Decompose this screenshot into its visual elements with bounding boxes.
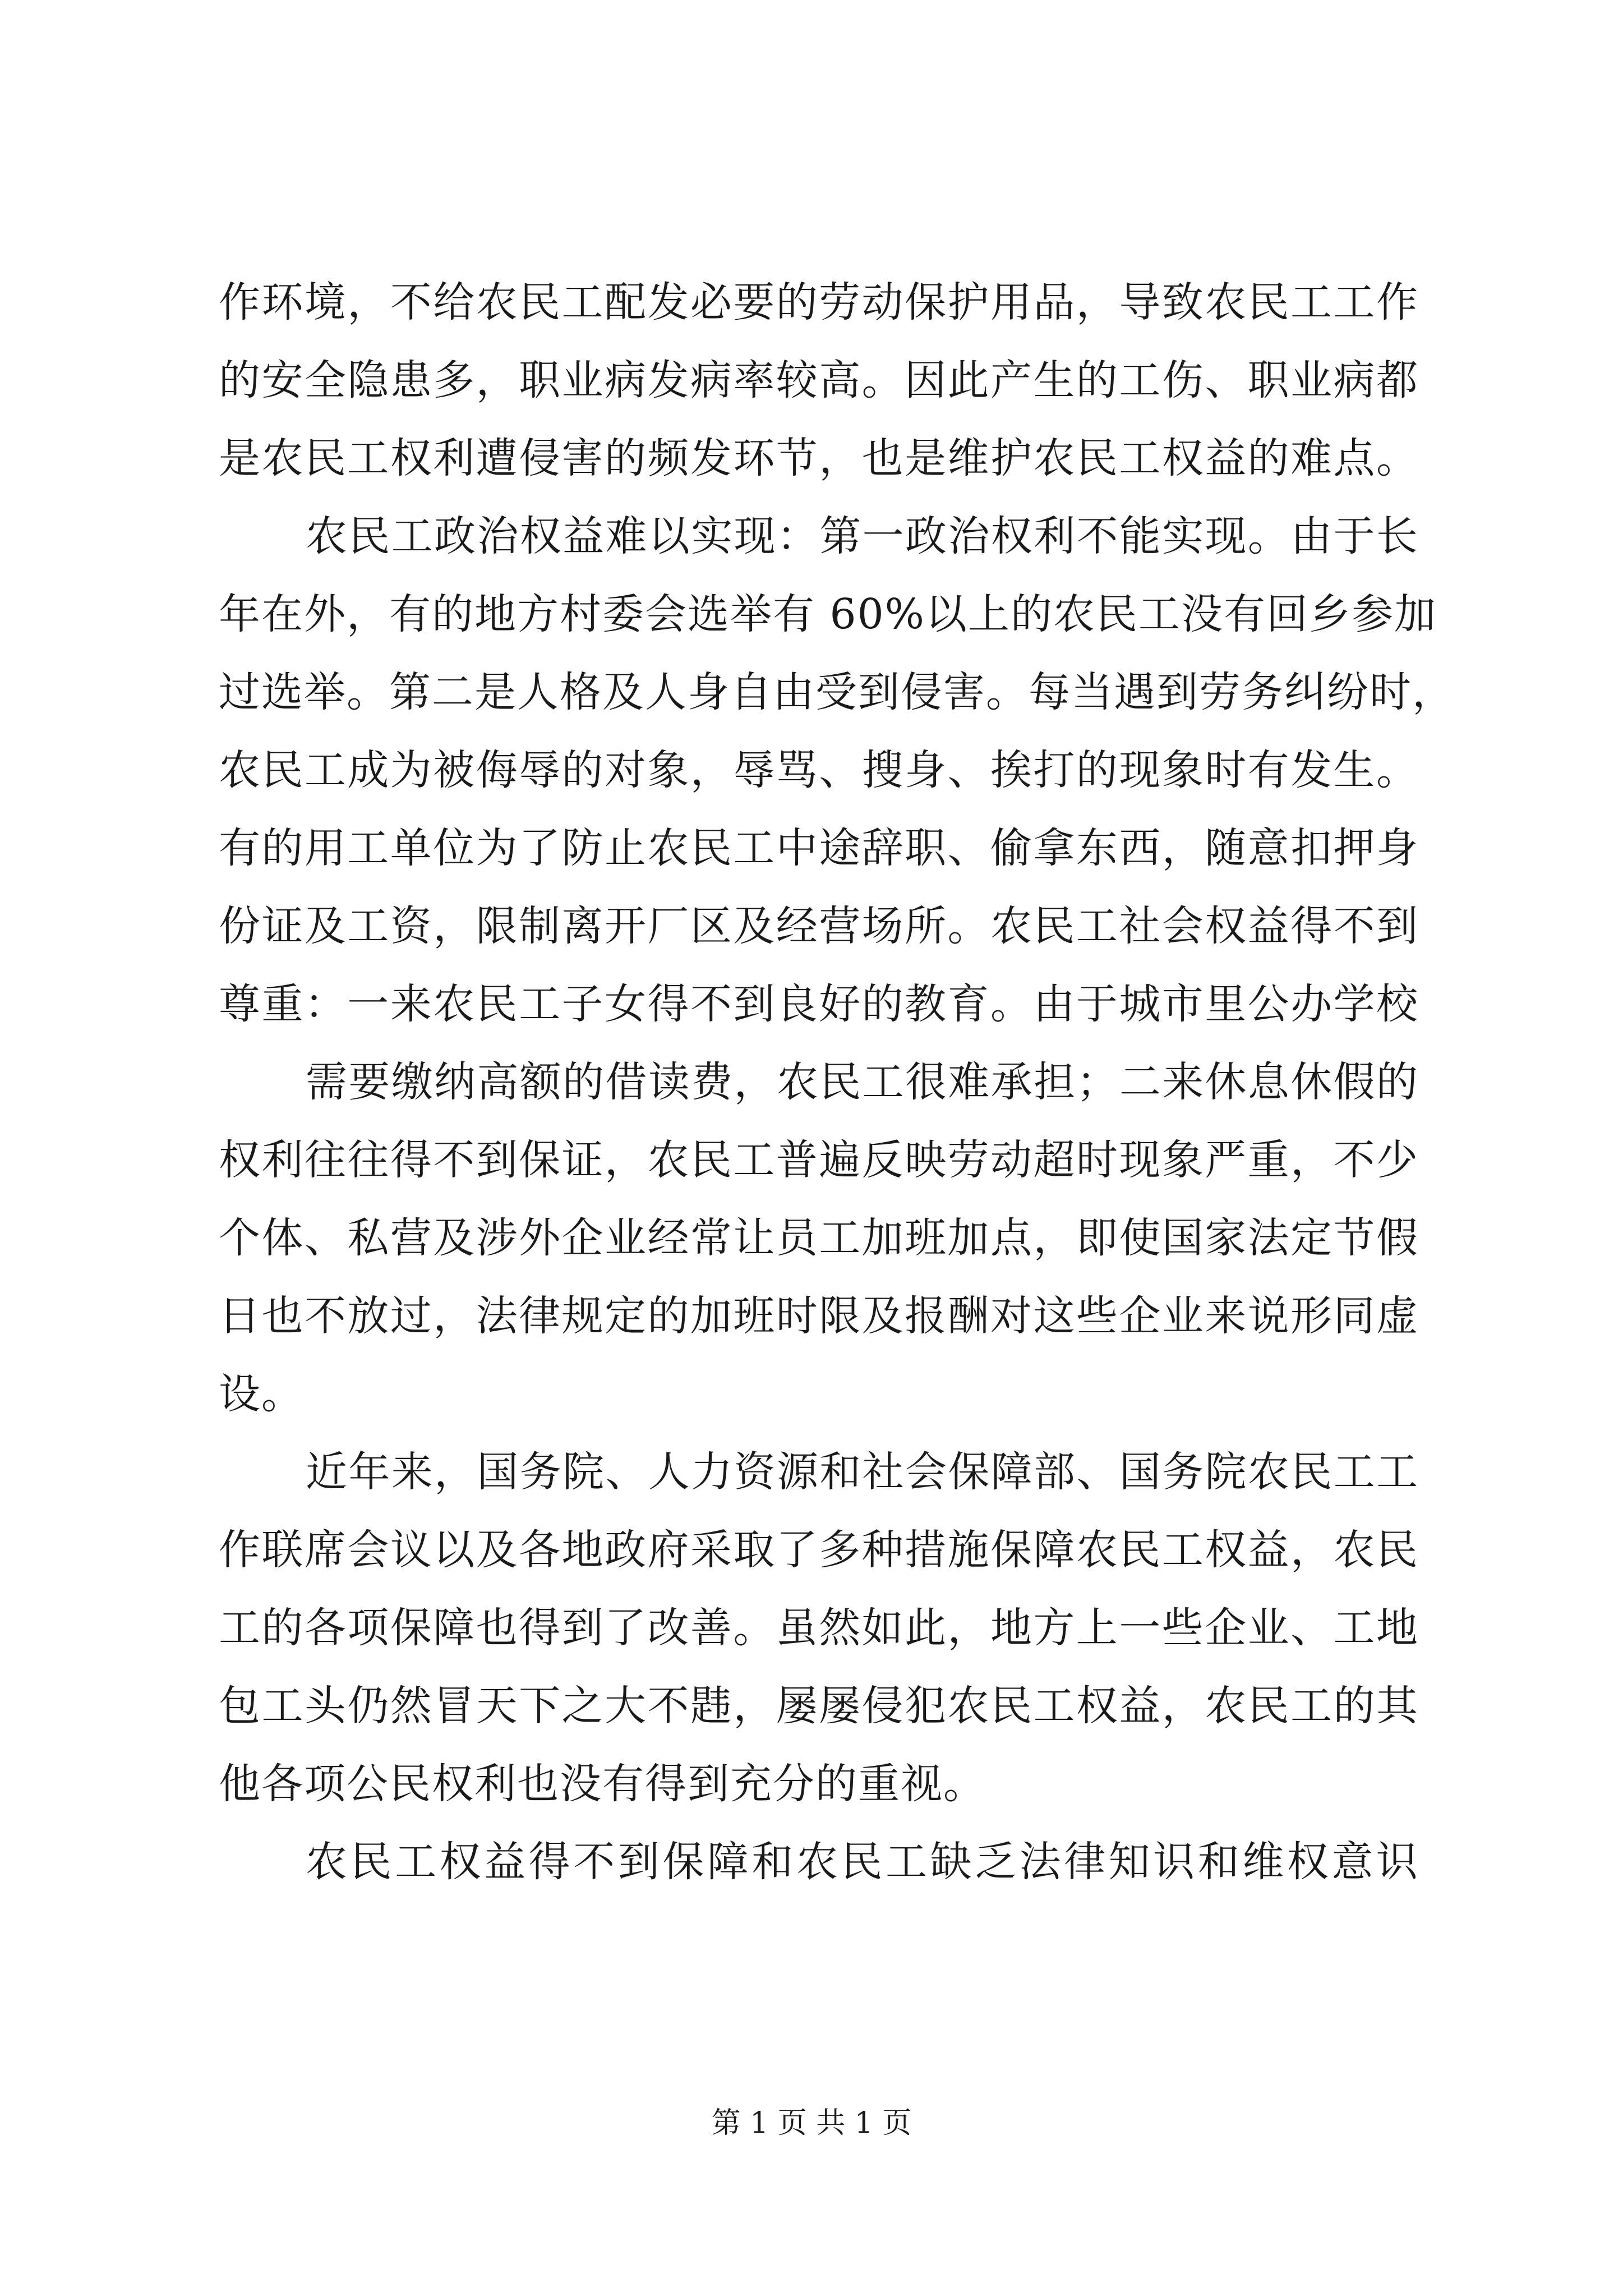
text-line: 是农民工权利遭侵害的频发环节，也是维护农民工权益的难点。	[219, 434, 1419, 482]
text-line: 权利往往得不到保证，农民工普遍反映劳动超时现象严重，不少	[219, 1136, 1419, 1184]
paragraph-end-line: 他各项公民权利也没有得到充分的重视。	[219, 1760, 986, 1808]
text-line: 个体、私营及涉外企业经常让员工加班加点，即使国家法定节假	[219, 1214, 1419, 1262]
text-line: 作环境，不给农民工配发必要的劳动保护用品，导致农民工工作	[219, 278, 1419, 326]
document-body	[219, 264, 1455, 1901]
text-line: 尊重：一来农民工子女得不到良好的教育。由于城市里公办学校	[219, 980, 1419, 1028]
paragraph-start-line: 近年来，国务院、人力资源和社会保障部、国务院农民工工	[306, 1448, 1419, 1496]
paragraph-start-line: 农民工政治权益难以实现：第一政治权利不能实现。由于长	[306, 512, 1419, 560]
text-line: 过选举。第二是人格及人身自由受到侵害。每当遇到劳务纠纷时，	[219, 668, 1455, 716]
text-line: 日也不放过，法律规定的加班时限及报酬对这些企业来说形同虚	[219, 1292, 1419, 1340]
text-line: 的安全隐患多，职业病发病率较高。因此产生的工伤、职业病都	[219, 356, 1419, 404]
text-line: 包工头仍然冒天下之大不韪，屡屡侵犯农民工权益，农民工的其	[219, 1682, 1419, 1730]
text-line: 工的各项保障也得到了改善。虽然如此，地方上一些企业、工地	[219, 1604, 1419, 1652]
page-footer: 第 1 页 共 1 页	[711, 2106, 912, 2140]
text-line: 有的用工单位为了防止农民工中途辞职、偷拿东西，随意扣押身	[219, 824, 1419, 872]
text-line: 年在外，有的地方村委会选举有 60%以上的农民工没有回乡参加	[219, 590, 1437, 638]
text-line: 农民工成为被侮辱的对象，辱骂、搜身、挨打的现象时有发生。	[219, 746, 1419, 794]
paragraph-start-line: 农民工权益得不到保障和农民工缺乏法律知识和维权意识	[306, 1838, 1419, 1886]
text-line: 份证及工资，限制离开厂区及经营场所。农民工社会权益得不到	[219, 902, 1419, 950]
paragraph-end-line: 设。	[219, 1370, 304, 1418]
paragraph-start-line: 需要缴纳高额的借读费，农民工很难承担；二来休息休假的	[306, 1058, 1419, 1106]
text-line: 作联席会议以及各地政府采取了多种措施保障农民工权益，农民	[219, 1526, 1419, 1574]
